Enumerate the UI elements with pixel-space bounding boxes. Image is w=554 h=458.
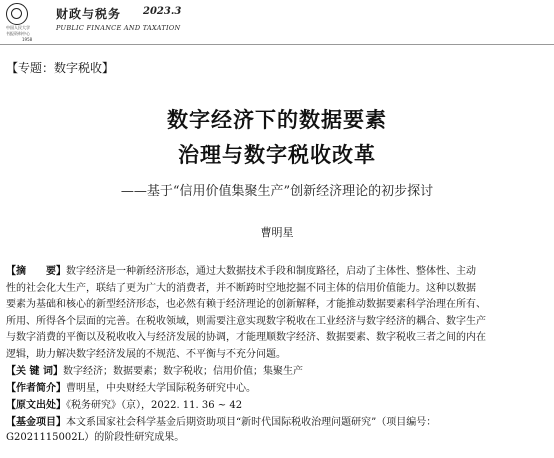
abstract-line: 逻辑，助力解决数字经济发展的不规范、不平衡与不充分问题。 (6, 348, 286, 360)
column-tag: 【专题：数字税收】 (6, 61, 115, 75)
article-subtitle: ——基于“信用价值集聚生产”创新经济理论的初步探讨 (120, 184, 434, 199)
fund-text-line-2: G2021115002L）的阶段性研究成果。 (6, 432, 185, 443)
abstract-line: 要素为基础和核心的新型经济形态，也必然有赖于经济理论的创新解释，才能推动数据要素科学治理在所有、 (6, 299, 486, 310)
journal-english-name: PUBLIC FINANCE AND TAXATION (56, 24, 181, 32)
source-text: 《税务研究》（京），2022. 11. 36 ~ 42 (66, 400, 243, 411)
abstract (6, 264, 548, 363)
header-divider (0, 44, 554, 45)
author-intro-text: 曹明星，中央财经大学国际税务研究中心。 (66, 383, 256, 394)
abstract-line: 所用、所得各个层面的完善。在税收领域，则需要注意实现数字税收在工业经济与数字经济的耦合、数字生产 (6, 315, 486, 327)
source-label: 【原文出处】 (6, 400, 66, 411)
logo-line-3: 1958 (22, 37, 33, 42)
author-name: 曹明星 (260, 226, 294, 239)
fund (6, 415, 548, 445)
publisher-logo (6, 3, 56, 43)
source (6, 398, 548, 413)
logo-line-2: 书报资料中心 (6, 31, 30, 36)
keywords-label: 【关 键 词】 (6, 366, 63, 377)
article-title-line-1: 数字经济下的数据要素 (167, 107, 387, 132)
fund-label: 【基金项目】 (6, 417, 66, 428)
abstract-label: 【摘 要】 (6, 266, 66, 277)
abstract-line (6, 264, 548, 281)
journal-issue: 2023.3 (143, 6, 182, 17)
fund-text-line-1: 本文系国家社会科学基金后期资助项目“新时代国际税收治理问题研究”（项目编号： (66, 417, 437, 428)
author-intro (6, 381, 548, 396)
abstract-line: 性的社会化大生产，联结了更为广大的消费者，并不断跨时空地挖掘不同主体的信用价值能力。这种以数据 (6, 282, 476, 294)
seal-icon (6, 3, 28, 25)
article-title-line-2: 治理与数字税收改革 (178, 142, 376, 167)
logo-line-1: 中国人民大学 (6, 25, 30, 30)
keywords (6, 364, 548, 379)
journal-name: 财政与税务 (56, 7, 122, 21)
author-intro-label: 【作者简介】 (6, 383, 66, 394)
abstract-text: 数字经济是一种新经济形态，通过大数据技术手段和制度路径，启动了主体性、整体性、主动 (66, 266, 476, 277)
keywords-text: 数字经济；数据要素；数字税收；信用价值；集聚生产 (62, 366, 303, 377)
abstract-line: 与数字消费的平衡以及税收收入与经济发展的协调，才能理顺数字经济、数据要素、数字税收三者之间的内在 (6, 332, 486, 343)
